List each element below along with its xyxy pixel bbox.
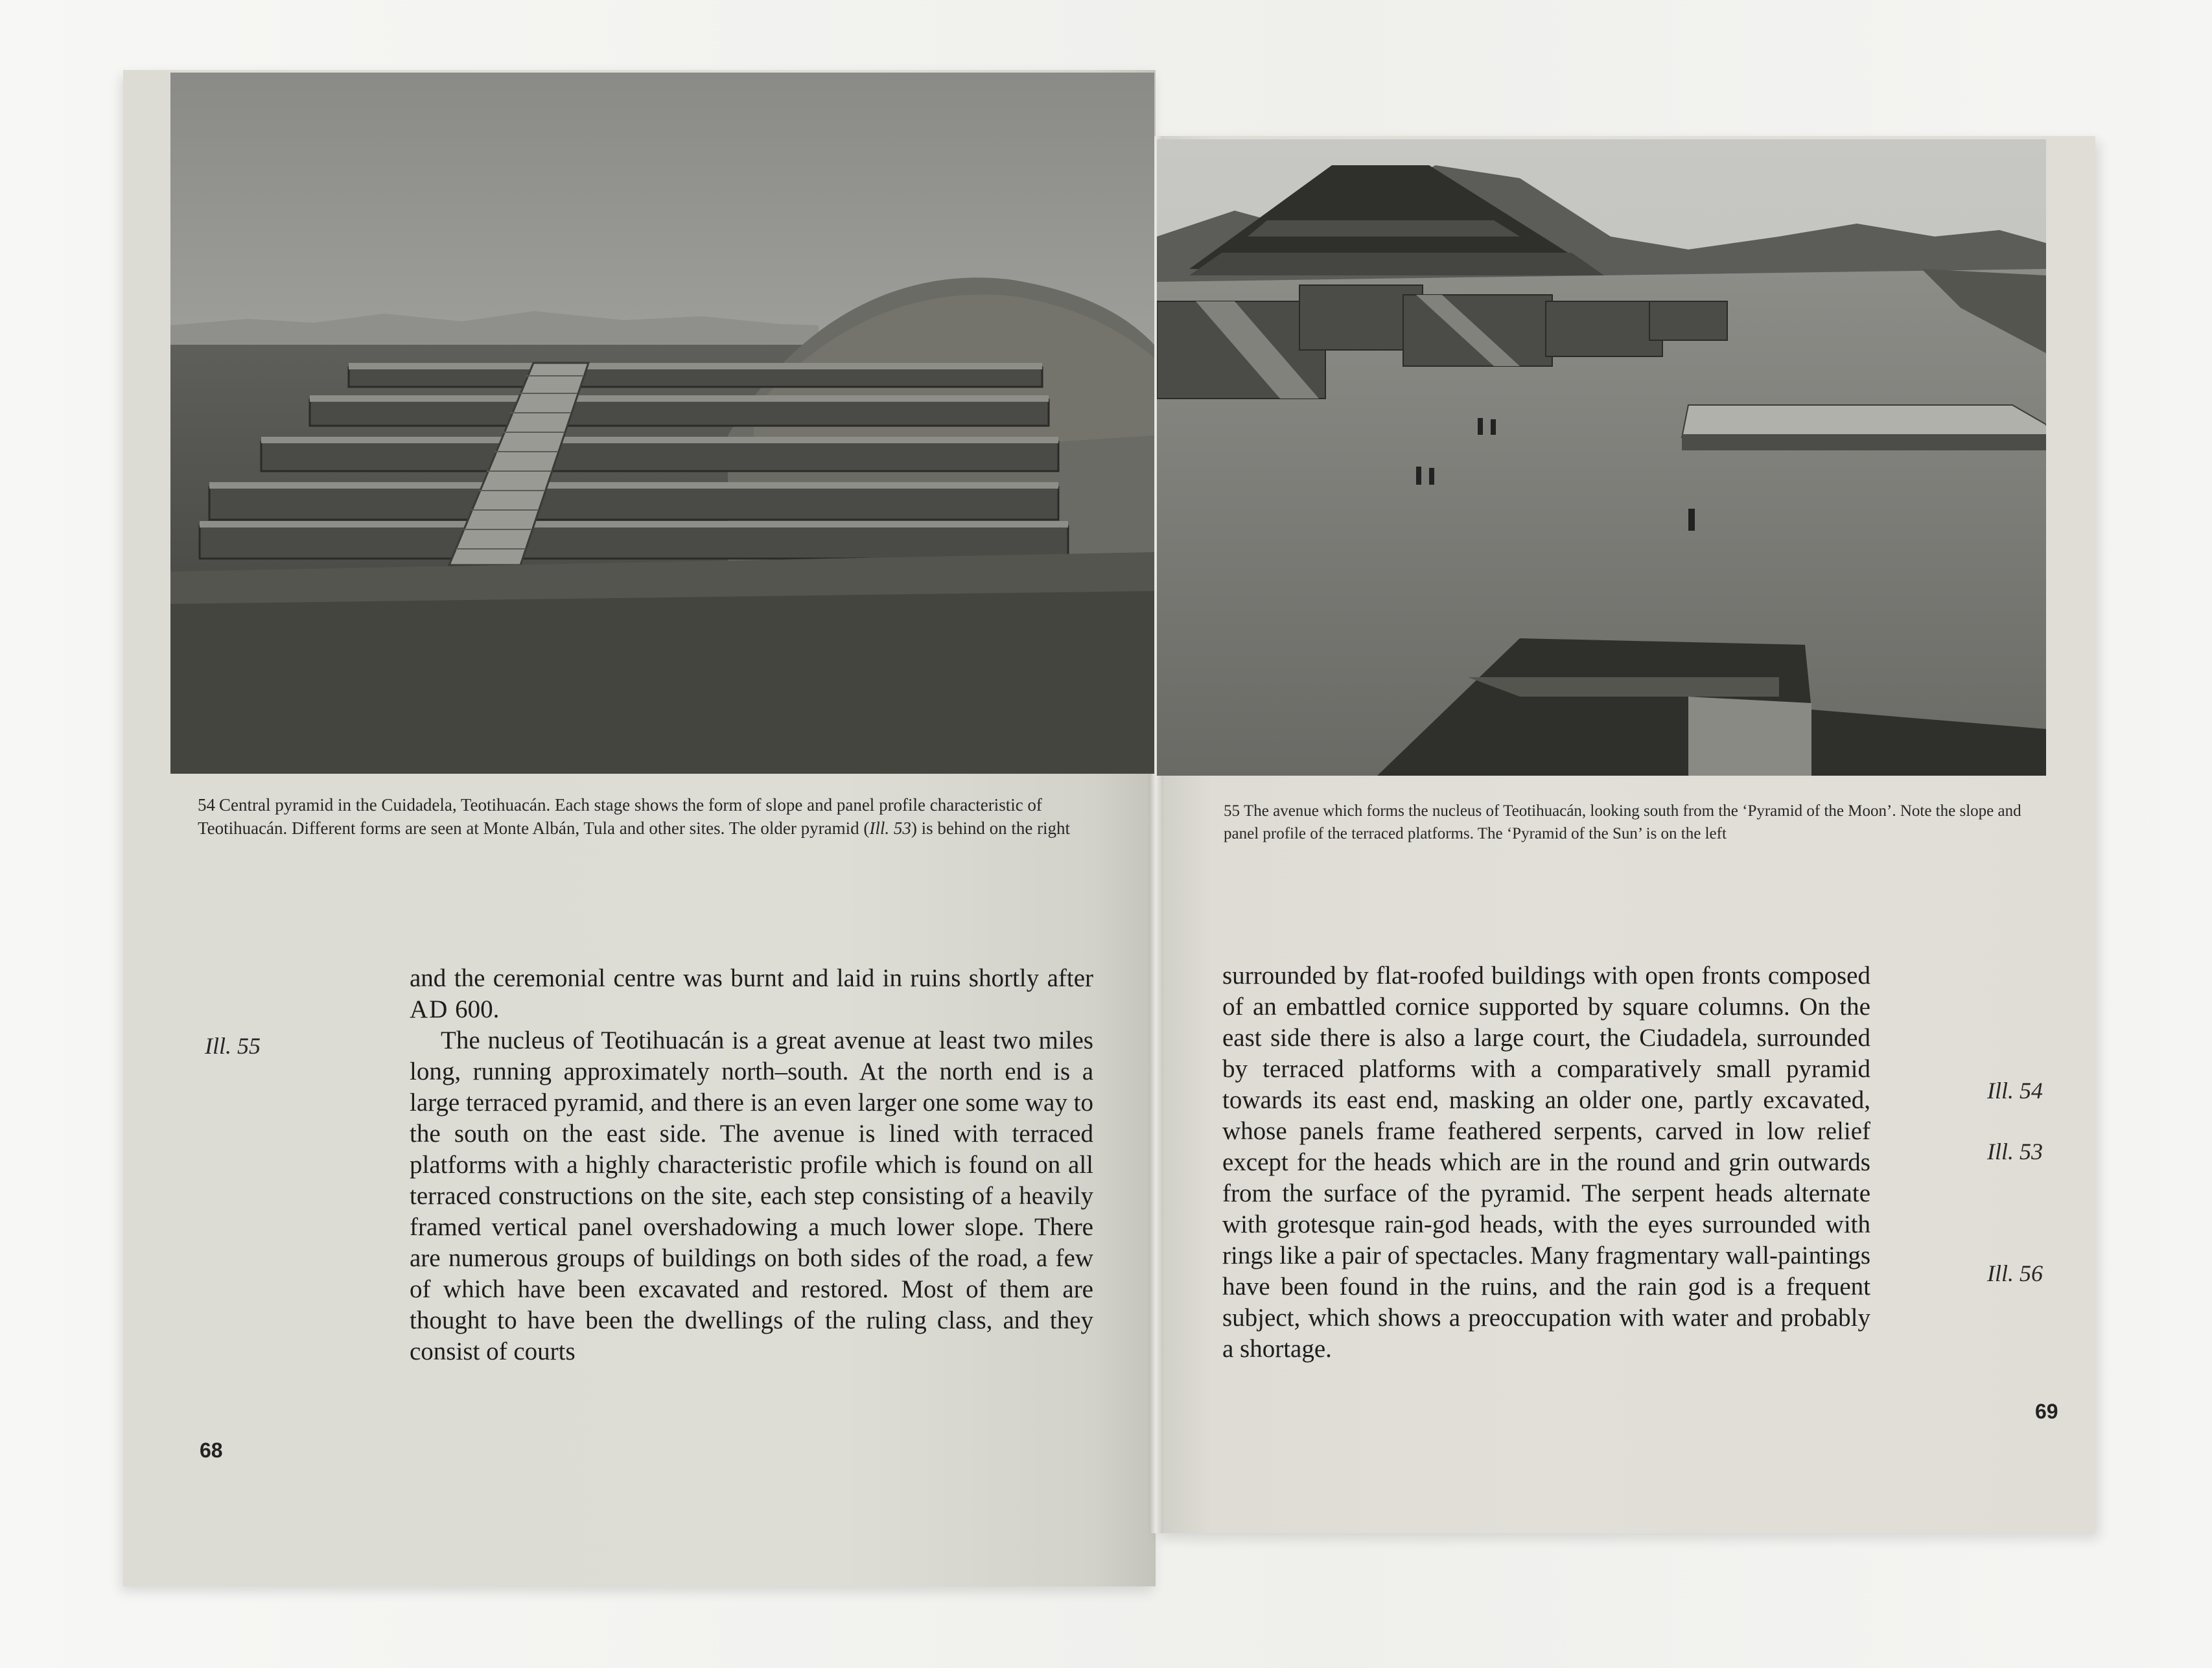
caption-text: Central pyramid in the Cuidadela, Teotihuacán. Each stage shows the form of slope and panel profile characteristic of Teotihuacán. Different forms are seen at Monte Albán, Tula and other sites. The older pyramid ( [198, 795, 1042, 838]
paragraph: surrounded by flat-roofed buildings with open fronts composed of an embattled cornice supported by square columns. On the east side there is also a large court, the Ciudadela, surrounded by terraced platforms with a comparatively small pyramid towards its east end, masking an older one, partly excavated, whose panels frame feathered serpents, carved in low relief except for the heads which are in the round and grin outwards from the surface of the pyramid. The serpent heads alternate with grotesque rain-god heads, with the eyes surrounded with rings like a pair of spectacles. Many fragmentary wall-paintings have been found in the ruins, and the rain god is a frequent subject, which shows a preoccupation with water and probably a shortage. [1222, 962, 1870, 1363]
margin-ref-ill-53: Ill. 53 [1987, 1139, 2043, 1164]
margin-ref-ill-55: Ill. 55 [205, 1033, 261, 1059]
text-run: and the ceremonial centre was burnt and laid in ruins shortly after [410, 964, 1093, 992]
left-page-body-text [410, 963, 1093, 1367]
right-page-body-text [1222, 960, 1870, 1365]
text-run: 600. [448, 995, 500, 1023]
caption-ill-ref: Ill. 53 [869, 818, 911, 838]
paragraph: The nucleus of Teotihuacán is a great avenue at least two miles long, running approximately north–south. At the north end is a large terraced pyramid, and there is an even larger one some way to the south on the east side. The avenue is lined with terraced platforms with a highly characteristic profile which is found on all terraced constructions on the site, each step consisting of a heavily framed vertical panel overshadowing a much lower slope. There are numerous groups of buildings on both sides of the road, a few of which have been excavated and restored. Most of them are thought to have been the dwellings of the ruling class, and they consist of courts [410, 1026, 1093, 1365]
caption-text: The avenue which forms the nucleus of Teotihuacán, looking south from the ‘Pyramid of the Moon’. Note the slope and panel profile of the terraced platforms. The ‘Pyramid of the Sun’ is on the left [1224, 802, 2021, 842]
caption-ill-54 [198, 793, 1099, 840]
margin-ref-ill-54: Ill. 54 [1987, 1078, 2043, 1104]
caption-ill-55 [1224, 800, 2047, 845]
photo-central-pyramid [170, 73, 1154, 774]
photo-avenue-of-the-dead [1157, 139, 2046, 776]
page-number-left: 68 [200, 1439, 223, 1462]
caption-text-end: ) is behind on the right [911, 818, 1071, 838]
paragraph [410, 963, 1093, 1025]
page-number-right: 69 [2035, 1400, 2058, 1423]
era-abbrev: AD [410, 995, 449, 1023]
caption-number: 54 [198, 795, 215, 815]
margin-ref-ill-56: Ill. 56 [1987, 1260, 2043, 1286]
caption-number: 55 [1224, 802, 1240, 820]
